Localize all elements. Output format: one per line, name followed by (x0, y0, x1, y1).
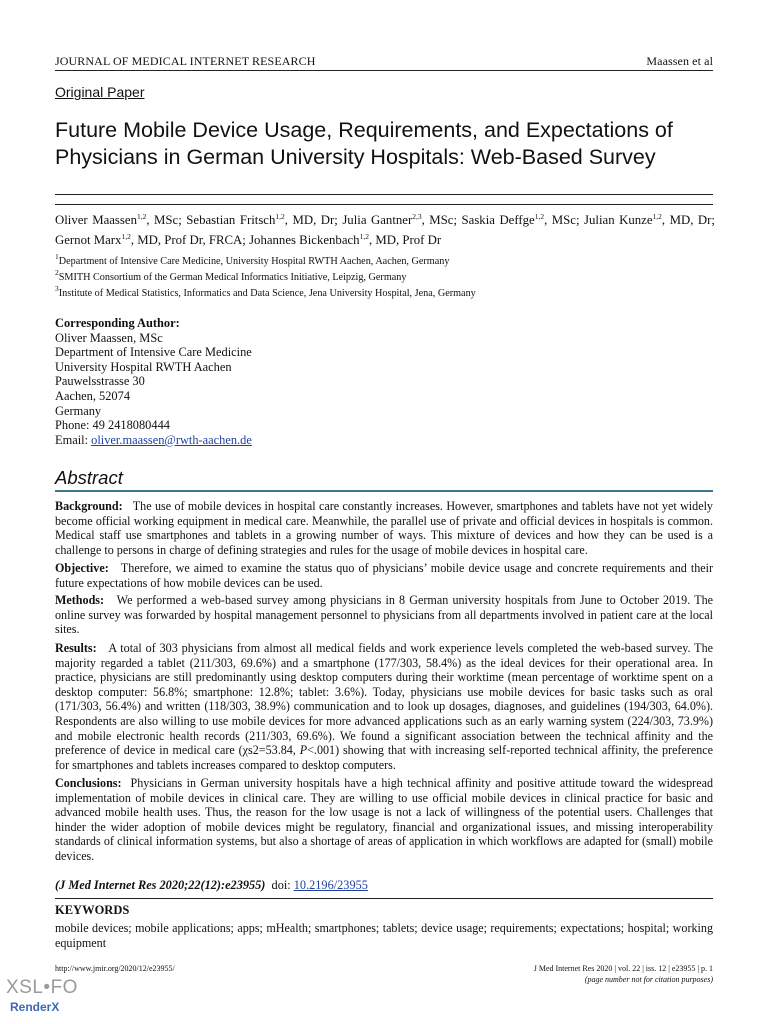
abstract-conclusions (55, 776, 713, 864)
corresponding-line: Phone: 49 2418080444 (55, 418, 170, 433)
results-text: A total of 303 physicians from almost all medical fields and work experience levels completed the web-based survey. The majority regarded a tablet (211/303, 69.6%) and a smartphone (177/303, 58.4%) as the ideal devices for their operational area. In practice, physicians are still predominantly using desktop computers during their worktime (mean percentage of worktime spent on a desktop computer: 56.8%; smartphone: 12.8%; tablet: 3.6%). Today, physicians use mobile devices for basic tasks such as oral (171/303, 56.4%) and written (118/303, 38.9%) communication and to look up dosages, diagnoses, and guidelines (194/303, 64.0%). Respondents are also willing to use mobile devices for more advanced applications such as an early warning system (224/303, 73.9%) and mobile electronic health records (211/303, 69.6%). We found a significant association between the technical affinity and the preference of device in medical care (χs2=53.84, (55, 641, 713, 758)
author-affiliation: 1,2 (136, 212, 147, 221)
header-rule (55, 70, 713, 71)
affiliation-text: SMITH Consortium of the German Medical Informatics Initiative, Leipzig, Germany (58, 272, 407, 283)
author: Saskia Deffge (461, 213, 535, 227)
author-degree: , MSc; (146, 213, 187, 227)
abstract-background (55, 499, 713, 557)
abstract-heading: Abstract (55, 467, 123, 488)
objective-label: Objective: (55, 561, 109, 575)
abstract-methods (55, 593, 713, 637)
affiliation-number: 3 (55, 284, 59, 293)
title-rule-top (55, 194, 713, 195)
abstract-results (55, 641, 713, 772)
article-type: Original Paper (55, 84, 145, 100)
author-affiliation: 1,2 (534, 212, 545, 221)
corresponding-line: Germany (55, 403, 102, 418)
author-degree: , MSc; (544, 213, 585, 227)
abstract-objective (55, 561, 713, 590)
running-author: Maassen et al (646, 54, 713, 68)
affiliation-text: Institute of Medical Statistics, Informatics and Data Science, Jena University Hospital, Jena, Germany (58, 288, 476, 299)
corresponding-author (55, 316, 252, 447)
author-affiliation: 1,2 (275, 212, 285, 221)
citation (55, 878, 368, 893)
doi-label: doi: (271, 878, 291, 892)
footer-url[interactable]: http://www.jmir.org/2020/12/e23955/ (55, 964, 175, 973)
background-text: The use of mobile devices in hospital care constantly increases. However, smartphones and tablets have not yet widely become official working equipment in medical care. Meanwhile, the parallel use of private and official devices in hospitals is common. Medical staff use smartphones and tablets in a growing number of ways. This mixture of devices and how they can be used is a challenge to persons in charge of defining strategies and rules for the usage of mobile devices in hospital care. (55, 499, 713, 557)
affiliation (55, 252, 450, 269)
author-degree: , MD, Prof Dr, FRCA; (130, 233, 250, 247)
results-text-end: <.001) showing that with increasing self-reported technical affinity, the preference for smartphones and tablets increases compared to desktop computers. (55, 743, 714, 772)
keywords-rule (55, 898, 713, 899)
email-link[interactable]: oliver.maassen@rwth-aachen.de (91, 432, 252, 447)
footer-journal-info: J Med Internet Res 2020 | vol. 22 | iss. 12 | e23955 | p. 1 (533, 964, 713, 973)
affiliation-text: Department of Intensive Care Medicine, University Hospital RWTH Aachen, Aachen, Germany (58, 256, 450, 267)
author-degree: , MD, Dr; (284, 213, 343, 227)
methods-text: We performed a web-based survey among physicians in 8 German university hospitals from June to October 2019. The online survey was forwarded by hospital management personnel to physicians from all departments involved in patient care at the local sites. (55, 593, 713, 637)
author: Julia Gantner (342, 213, 413, 227)
xslfo-logo: XSL•FO (6, 977, 78, 998)
author-affiliation: 1,2 (652, 212, 662, 221)
author: Sebastian Fritsch (186, 213, 276, 227)
corresponding-line: Oliver Maassen, MSc (55, 330, 163, 345)
article-title: Future Mobile Device Usage, Requirements, and Expectations of Physicians in German University Hospitals: Web-Based Survey (55, 118, 673, 169)
doi-link[interactable]: 10.2196/23955 (293, 878, 368, 892)
corresponding-line: University Hospital RWTH Aachen (55, 359, 232, 374)
journal-name: JOURNAL OF MEDICAL INTERNET RESEARCH (55, 54, 316, 68)
author-degree: , MD, Prof Dr (368, 233, 442, 247)
footer-note: (page number not for citation purposes) (584, 975, 713, 984)
background-label: Background: (55, 499, 123, 513)
keywords-text: mobile devices; mobile applications; apps; mHealth; smartphones; tablets; device usage; requirements; expectations; hospital; working equipment (55, 921, 713, 950)
corresponding-line: Department of Intensive Care Medicine (55, 345, 252, 360)
renderx-logo: RenderX (10, 1000, 60, 1014)
author: Julian Kunze (584, 213, 653, 227)
results-p: P (299, 743, 308, 758)
email-label: Email: (55, 432, 92, 447)
conclusions-text: Physicians in German university hospitals have a high technical affinity and positive attitude toward the widespread implementation of mobile devices in clinical care. They are willing to use official mobile devices in clinical practice for basic and advanced mobile health uses. Thus, the reason for the low usage is not a lack of willingness of the potential users. Challenges that hinder the wider adoption of mobile devices might be regulatory, financial and organizational issues, and missing interoperability standards of clinical information systems, but also a shortage of areas of application in which workflows are adapted for (small) mobile devices. (55, 776, 713, 863)
title-rule-bottom (55, 204, 713, 205)
author-list (55, 210, 715, 250)
author-affiliation: 2,3 (412, 212, 422, 221)
keywords-heading: KEYWORDS (55, 903, 130, 917)
author-degree: , MD, Dr; (661, 213, 715, 227)
author: Oliver Maassen (55, 213, 137, 227)
author-affiliation: 1,2 (359, 232, 369, 241)
affiliation-number: 1 (55, 252, 59, 261)
objective-text: Therefore, we aimed to examine the status quo of physicians’ mobile device usage and concrete requirements and their future expectations of how mobile devices can be used. (55, 561, 713, 590)
corresponding-line: Pauwelsstrasse 30 (55, 374, 145, 389)
citation-ref: (J Med Internet Res 2020;22(12):e23955) (55, 878, 266, 892)
author: Johannes Bickenbach (249, 233, 360, 247)
author-affiliation: 1,2 (121, 232, 131, 241)
affiliation (55, 284, 476, 301)
corresponding-label: Corresponding Author: (55, 316, 180, 330)
affiliation-number: 2 (55, 268, 59, 277)
affiliation (55, 268, 407, 285)
abstract-rule (55, 490, 713, 492)
conclusions-label: Conclusions: (55, 776, 122, 790)
corresponding-line: Aachen, 52074 (55, 388, 131, 403)
results-label: Results: (55, 641, 97, 655)
author: Gernot Marx (55, 233, 122, 247)
author-degree: , MSc; (421, 213, 462, 227)
methods-label: Methods: (55, 593, 105, 607)
